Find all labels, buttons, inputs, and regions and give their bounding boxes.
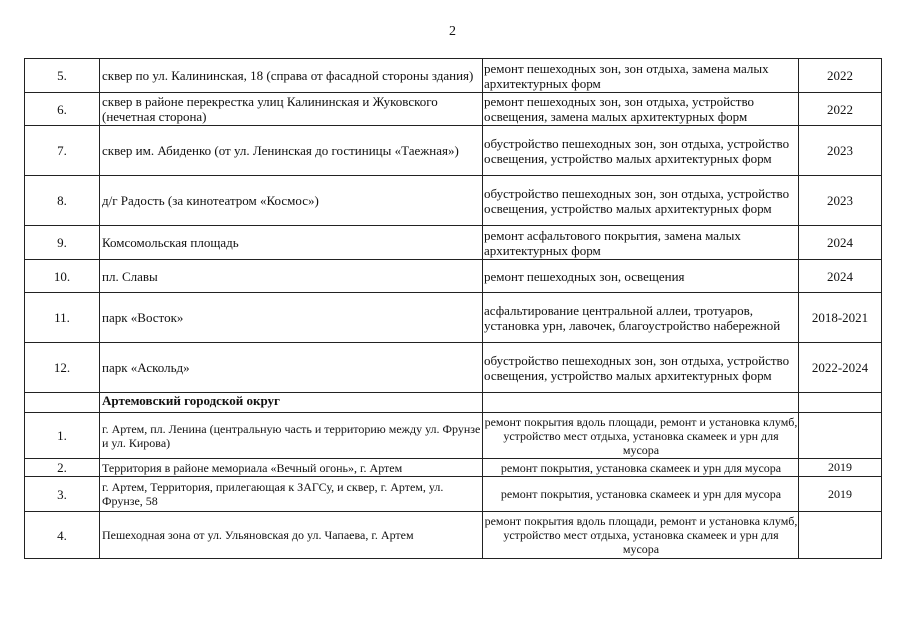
table-row [25,260,882,293]
work-description: ремонт пешеходных зон, зон отдыха, устройство освещения, замена малых архитектурных форм [483,93,799,126]
work-year [799,512,882,559]
row-number: 5. [25,59,100,93]
work-year [799,413,882,459]
section-header-row [25,393,882,413]
table-row [25,512,882,559]
work-description: ремонт пешеходных зон, освещения [483,260,799,293]
work-description: ремонт пешеходных зон, зон отдыха, замена малых архитектурных форм [483,59,799,93]
object-name: парк «Аскольд» [100,343,483,393]
work-year: 2024 [799,260,882,293]
table-row [25,343,882,393]
row-number: 10. [25,260,100,293]
work-description [483,393,799,413]
table-row [25,293,882,343]
work-description: ремонт асфальтового покрытия, замена малых архитектурных форм [483,226,799,260]
row-number: 11. [25,293,100,343]
page-number: 2 [449,24,456,39]
table-row [25,93,882,126]
work-description: ремонт покрытия, установка скамеек и урн для мусора [483,477,799,512]
object-name: Пешеходная зона от ул. Ульяновская до ул. Чапаева, г. Артем [100,512,483,559]
table-row [25,176,882,226]
work-year: 2019 [799,477,882,512]
table-row [25,477,882,512]
work-description: обустройство пешеходных зон, зон отдыха, устройство освещения, устройство малых архитектурных форм [483,176,799,226]
object-name: Территория в районе мемориала «Вечный огонь», г. Артем [100,459,483,477]
table-row [25,226,882,260]
work-year: 2019 [799,459,882,477]
work-description: асфальтирование центральной аллеи, тротуаров, установка урн, лавочек, благоустройство набережной [483,293,799,343]
work-description: обустройство пешеходных зон, зон отдыха, устройство освещения, устройство малых архитектурных форм [483,343,799,393]
table-row [25,59,882,93]
section-title: Артемовский городской округ [100,393,483,413]
work-year: 2018-2021 [799,293,882,343]
work-year: 2024 [799,226,882,260]
row-number: 3. [25,477,100,512]
row-number: 7. [25,126,100,176]
work-year: 2023 [799,176,882,226]
work-description: ремонт покрытия, установка скамеек и урн для мусора [483,459,799,477]
row-number: 6. [25,93,100,126]
improvement-table [24,58,882,559]
work-description: обустройство пешеходных зон, зон отдыха, устройство освещения, устройство малых архитектурных форм [483,126,799,176]
work-year: 2023 [799,126,882,176]
row-number: 8. [25,176,100,226]
work-year: 2022-2024 [799,343,882,393]
object-name: г. Артем, Территория, прилегающая к ЗАГСу, и сквер, г. Артем, ул. Фрунзе, 58 [100,477,483,512]
work-year: 2022 [799,93,882,126]
object-name: сквер по ул. Калининская, 18 (справа от фасадной стороны здания) [100,59,483,93]
object-name: парк «Восток» [100,293,483,343]
work-year: 2022 [799,59,882,93]
table-row [25,459,882,477]
object-name: сквер им. Абиденко (от ул. Ленинская до гостиницы «Таежная») [100,126,483,176]
row-number [25,393,100,413]
work-year [799,393,882,413]
table-row [25,413,882,459]
work-description: ремонт покрытия вдоль площади, ремонт и установка клумб, устройство мест отдыха, установка скамеек и урн для мусора [483,413,799,459]
table-row [25,126,882,176]
object-name: сквер в районе перекрестка улиц Калининская и Жуковского (нечетная сторона) [100,93,483,126]
row-number: 4. [25,512,100,559]
row-number: 2. [25,459,100,477]
object-name: д/г Радость (за кинотеатром «Космос») [100,176,483,226]
object-name: пл. Славы [100,260,483,293]
row-number: 12. [25,343,100,393]
row-number: 1. [25,413,100,459]
row-number: 9. [25,226,100,260]
object-name: Комсомольская площадь [100,226,483,260]
work-description: ремонт покрытия вдоль площади, ремонт и установка клумб, устройство мест отдыха, установка скамеек и урн для мусора [483,512,799,559]
object-name: г. Артем, пл. Ленина (центральную часть и территорию между ул. Фрунзе и ул. Кирова) [100,413,483,459]
